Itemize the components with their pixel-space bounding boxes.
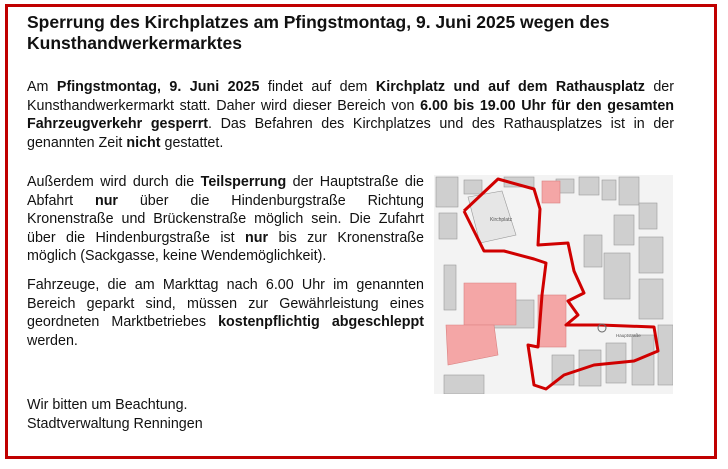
paragraph-closure-info [27,78,674,152]
signature-line: Stadtverwaltung Renningen [27,415,203,432]
emphasis-nur: nur [245,229,269,246]
paragraph-partial-closure [27,173,424,266]
text: Fahrzeuge, die am Markttag nach 6.00 Uhr im genannten Bereich geparkt sind, müssen zur Gewährleistung eines geordneten Marktbetriebes [27,277,424,330]
notice-title: Sperrung des Kirchplatzes am Pfingstmontag, 9. Juni 2025 wegen des Kunsthandwerkermarktes [27,12,610,53]
location-highlight: Kirchplatz und auf dem Rathausplatz [375,79,645,95]
text: Am [27,79,57,95]
text: werden. [27,332,78,349]
emphasis-towing: kostenpflichtig abgeschleppt [218,314,424,330]
emphasis-teilsperrung: Teilsperrung [200,174,287,190]
text: . Das Befahren des Kirchplatzes und des Rathausplatzes ist in der genannten Zeit [27,116,674,151]
map-graphic [434,175,673,394]
label-hauptstrasse: Hauptstraße [616,333,641,338]
time-highlight: 6.00 bis 19.00 Uhr für den gesamten Fahrzeugverkehr gesperrt [27,97,674,132]
text: Außerdem wird durch die [27,174,201,190]
emphasis-nur: nur [94,192,118,209]
text: über die Hindenburgstraße Richtung Kronenstraße und Brückenstraße möglich sein. Die Zufahrt über die Hindenburgstraße ist [27,192,424,246]
closure-map [434,175,673,394]
text: der Kunsthandwerkermarkt statt. Daher wird dieser Bereich von [27,79,674,114]
closing-line: Wir bitten um Beachtung. [27,397,188,413]
label-kirchplatz: Kirchplatz [490,217,512,223]
text: der Hauptstraße die Abfahrt [27,174,424,209]
emphasis-nicht: nicht [126,134,161,151]
text: bis zur Kronenstraße möglich (Sackgasse, keine Wendemöglichkeit). [27,229,424,264]
text: findet auf dem [259,79,376,95]
date-highlight: Pfingstmontag, 9. Juni 2025 [56,79,260,95]
closing-block [27,396,424,433]
paragraph-towing [27,276,424,350]
text: gestattet. [160,134,224,151]
